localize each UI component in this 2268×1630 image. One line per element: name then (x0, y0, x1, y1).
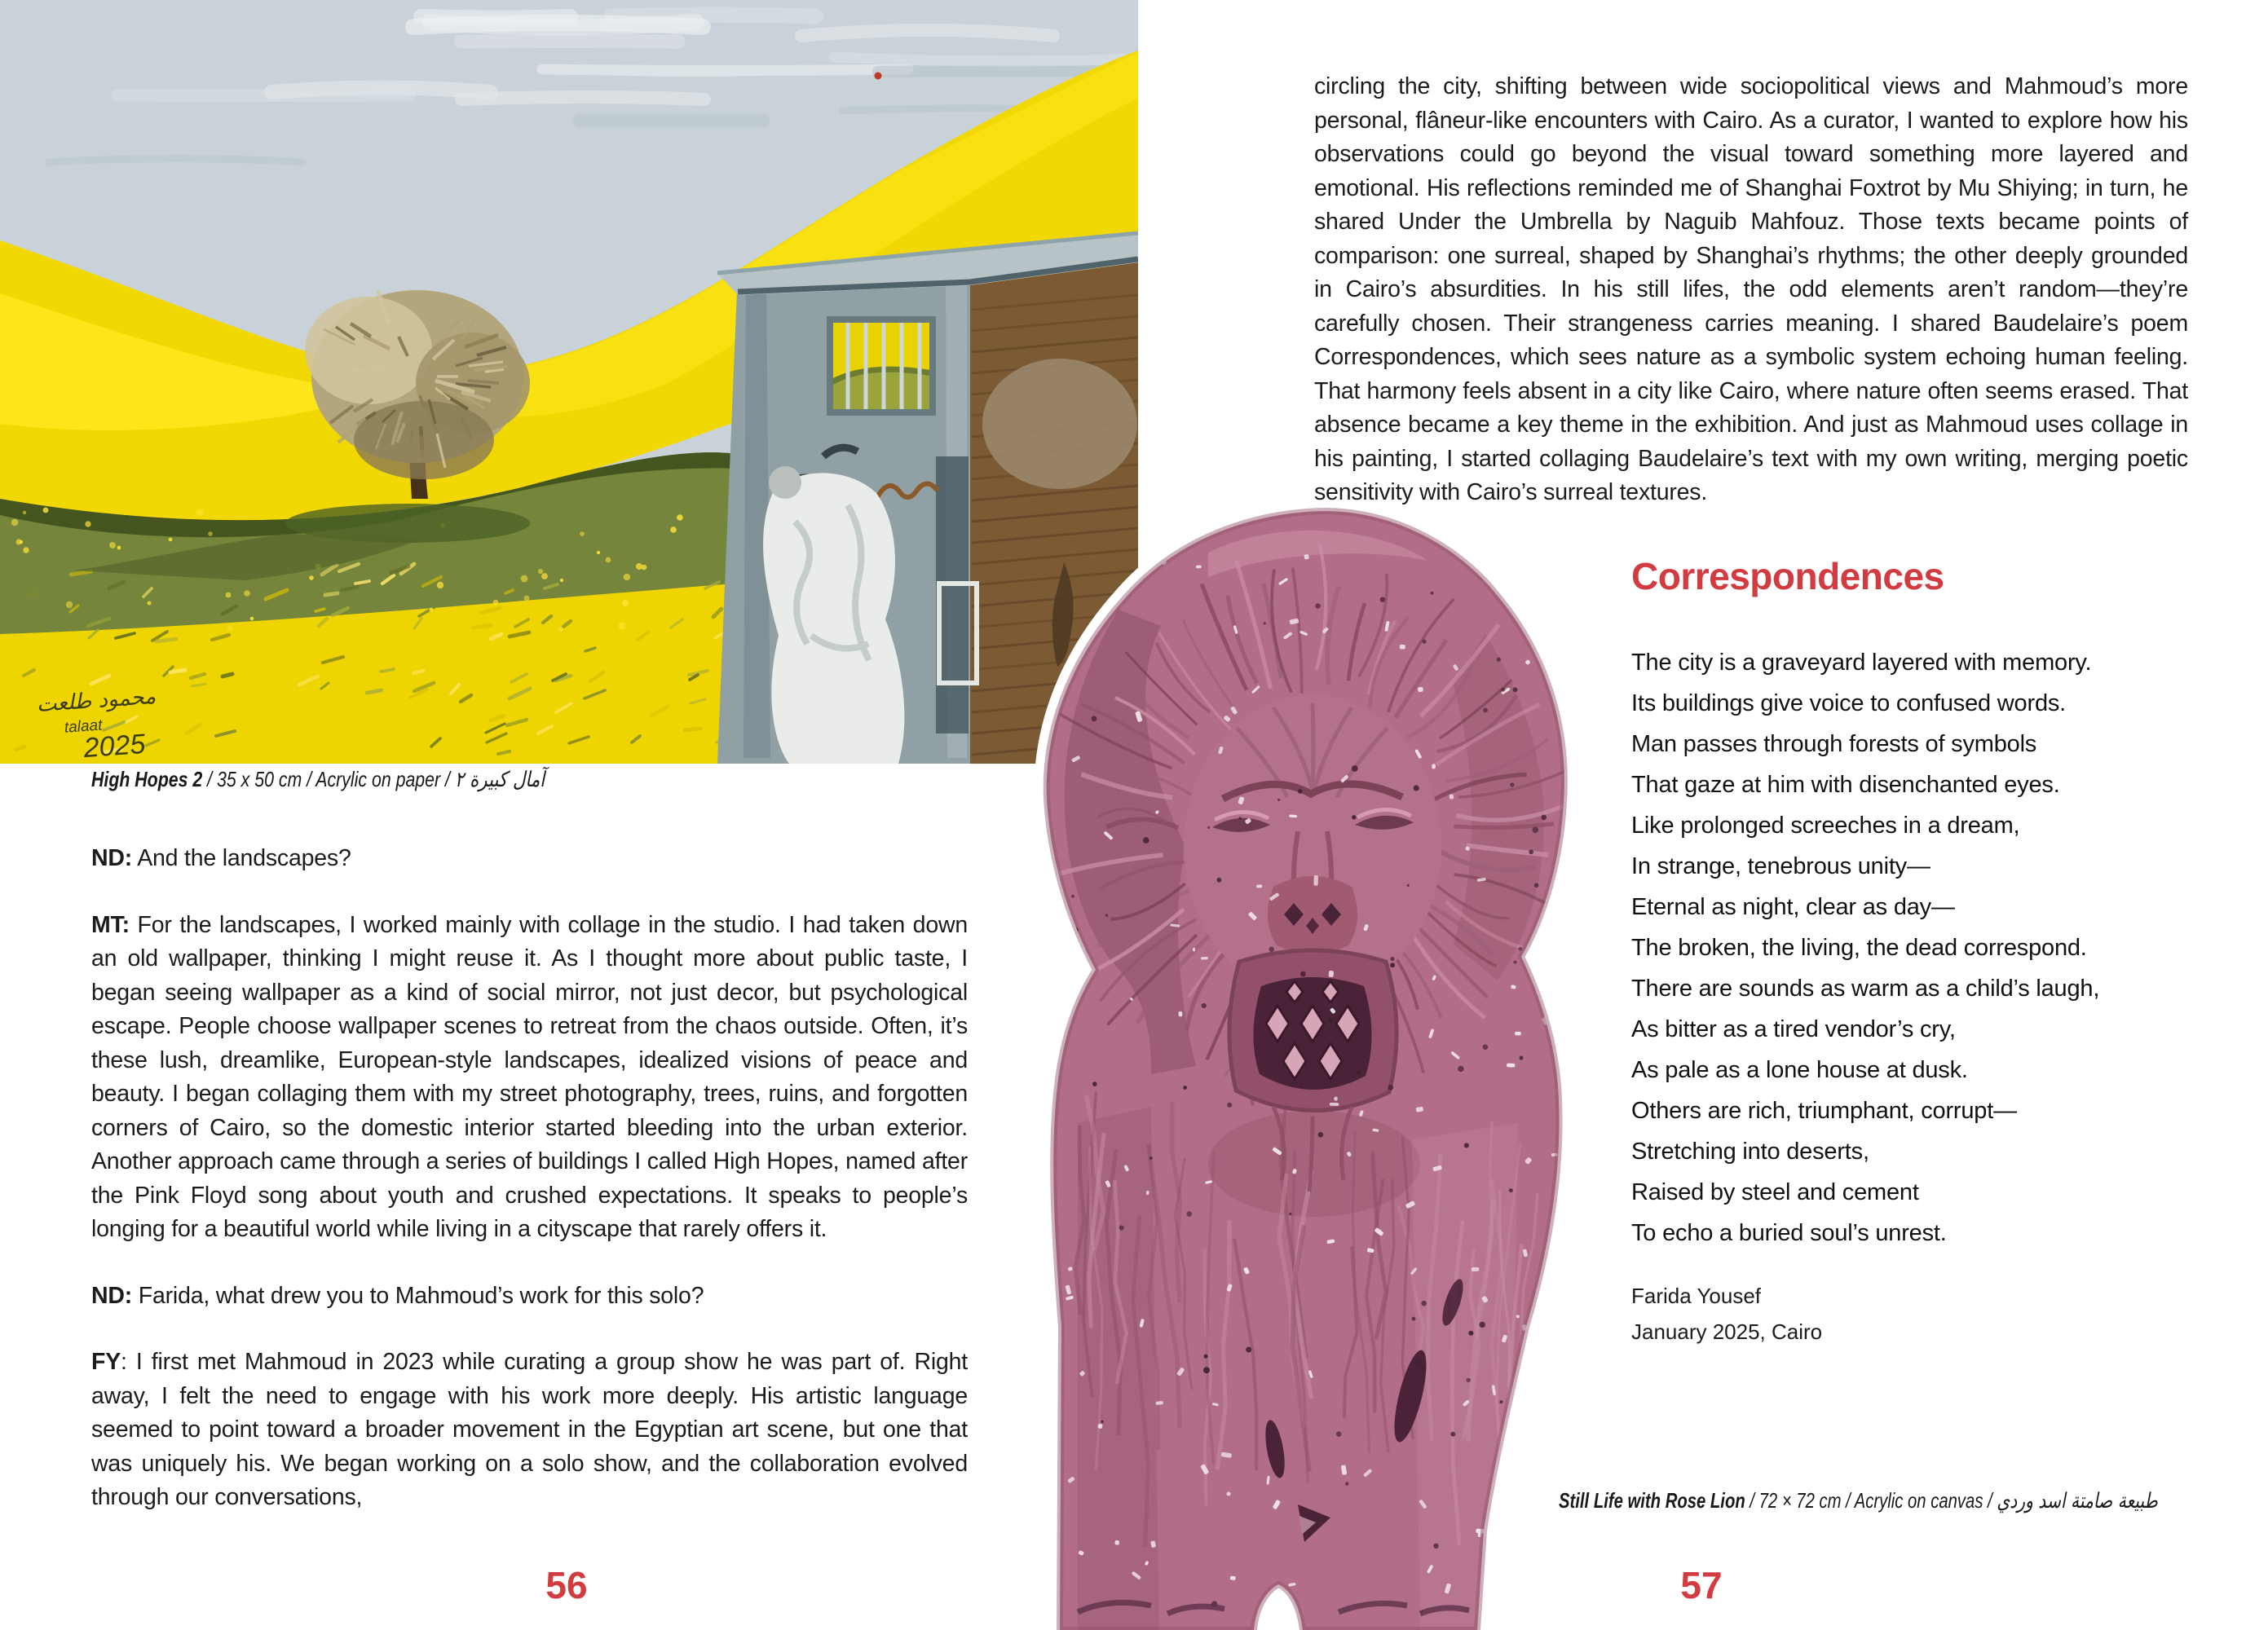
artwork-title-arabic-left: آمال كبيرة ٢ (454, 768, 545, 792)
page-number-left: 56 (545, 1564, 588, 1606)
poem-line: As pale as a lone house at dusk. (1631, 1057, 1968, 1083)
painting-white-figure (763, 473, 904, 764)
poem-text (1631, 642, 2194, 1253)
rose-lion-artwork-image (1029, 504, 1583, 1630)
speech-text: : I first met Mahmoud in 2023 while curating a group show he was part of. Right away, I felt the need to engage with his work more deeply. His artistic language seemed to point toward a broader movement in the Egyptian art scene, but one that was uniquely his. We began working on a solo show, and the collaboration evolved through our conversations, (91, 1349, 968, 1510)
poem-attribution-line: Farida Yousef (1631, 1284, 1762, 1308)
intro-paragraph: circling the city, shifting between wide sociopolitical views and Mahmoud’s more personal, flâneur-like encounters with Cairo. As a curator, I wanted to explore how his observations could go beyond the visual toward something more layered and emotional. His reflections reminded me of Shanghai Foxtrot by Mu Shiying; in turn, he shared Under the Umbrella by Naguib Mahfouz. Those texts became points of comparison: one surreal, shaped by Shanghai’s rhythms; the other deeply grounded in Cairo’s absurdities. In his still lifes, the odd elements aren’t random—they’re carefully chosen. Their strangeness carries meaning. I shared Baudelaire’s poem Correspondences, which sees nature as a symbolic system echoing human feeling. That harmony feels absent in a city like Cairo, where nature often seems erased. That absence became a key theme in the exhibition. And just as Mahmoud uses collage in his painting, I started collaging Baudelaire’s text with my own writing, merging poetic sensitivity with Cairo’s surreal textures. (1314, 73, 2188, 505)
page-number-right: 57 (1680, 1564, 1723, 1606)
poem-line: To echo a buried soul’s unrest. (1631, 1220, 1947, 1246)
poem-line: Others are rich, triumphant, corrupt— (1631, 1098, 2017, 1124)
poem-line: Its buildings give voice to confused words. (1631, 690, 2067, 716)
interview-qa-item (91, 1346, 968, 1515)
interview-qa-item (91, 1280, 968, 1314)
artwork-title-right: Still Life with Rose Lion (1559, 1488, 1745, 1513)
artwork-caption-right (1559, 1488, 2158, 1513)
poem-line: The broken, the living, the dead correspond. (1631, 935, 2087, 961)
interview-text (91, 842, 968, 1548)
poem-line: Eternal as night, clear as day— (1631, 894, 1955, 920)
artwork-title-arabic-right: طبيعة صامتة اسد وردي (1997, 1489, 2158, 1513)
signature-year: 2025 (82, 728, 147, 764)
interview-qa-item (91, 842, 968, 876)
poem-line: There are sounds as warm as a child’s laugh, (1631, 976, 2100, 1002)
artwork-meta-right: / 72 × 72 cm / Acrylic on canvas / (1745, 1488, 1997, 1513)
speaker-label: FY (91, 1349, 121, 1375)
speaker-label: ND: (91, 1282, 133, 1309)
speech-text: And the landscapes? (132, 845, 351, 871)
poem-title: Correspondences (1631, 555, 1944, 597)
poem-line: As bitter as a tired vendor’s cry, (1631, 1016, 1956, 1042)
poem-line: The city is a graveyard layered with memory. (1631, 650, 2092, 676)
speaker-label: ND: (91, 845, 133, 871)
artwork-caption-left (91, 767, 545, 792)
poem-line: In strange, tenebrous unity— (1631, 853, 1930, 879)
poem-line: Man passes through forests of symbols (1631, 731, 2037, 757)
poem-line: Like prolonged screeches in a dream, (1631, 813, 2020, 839)
speaker-label: MT: (91, 911, 130, 938)
poem-attribution-line: January 2025, Cairo (1631, 1319, 1823, 1344)
signature-name-latin: talaat (64, 716, 104, 737)
painting-red-fleck (875, 73, 882, 80)
speech-text: Farida, what drew you to Mahmoud’s work for this solo? (132, 1282, 704, 1309)
speech-text: For the landscapes, I worked mainly with collage in the studio. I had taken down an old wallpaper, thinking I might reuse it. As I thought more about public taste, I began seeing wallpaper as a kind of social mirror, not just decor, but psychological escape. People choose wallpaper scenes to retreat from the chaos outside. Often, it’s these lush, dreamlike, European-style landscapes, idealized visions of peace and beauty. I began collaging them with my street photography, trees, ruins, and forgotten corners of Cairo, so the domestic interior started bleeding into the urban exterior. Another approach came through a series of buildings I called High Hopes, named after the Pink Floyd song about youth and crushed expectations. It speaks to people’s longing for a beautiful world while living in a cityscape that rarely offers it. (91, 911, 968, 1242)
interview-qa-item (91, 909, 968, 1247)
artwork-title-left: High Hopes 2 (91, 767, 203, 791)
artwork-meta-left: / 35 x 50 cm / Acrylic on paper / (202, 767, 455, 791)
poem-attribution (1631, 1278, 1822, 1350)
signature-name-arabic: محمود طلعت (35, 684, 157, 717)
painting-window (830, 319, 933, 412)
landscape-artwork-image (0, 0, 1138, 764)
poem-line: Raised by steel and cement (1631, 1179, 1919, 1205)
poem-line: Stretching into deserts, (1631, 1139, 1869, 1165)
poem-line: That gaze at him with disenchanted eyes. (1631, 772, 2060, 798)
